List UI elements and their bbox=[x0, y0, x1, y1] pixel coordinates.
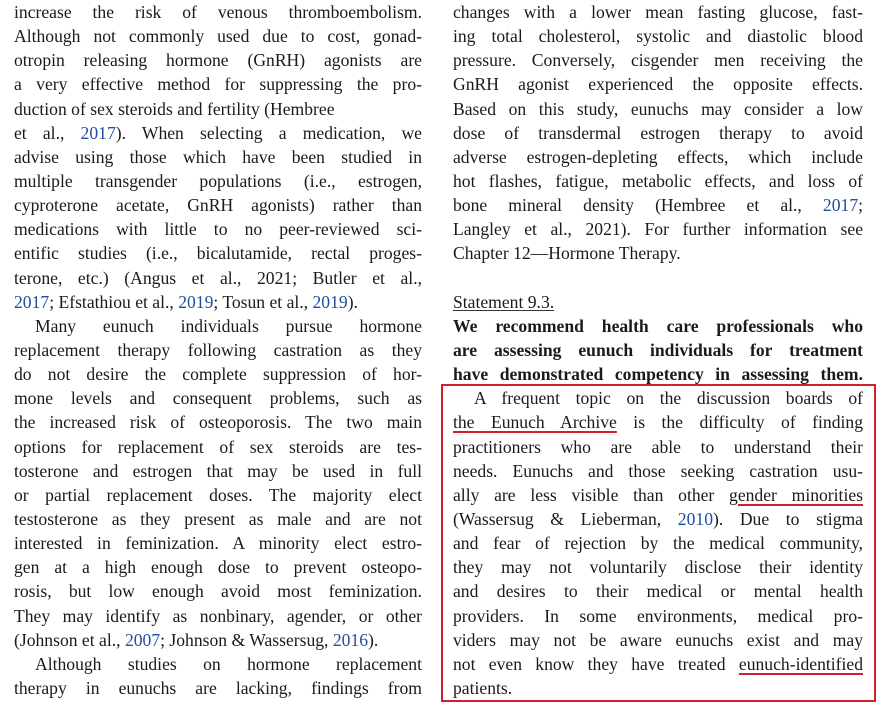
citation-year-link[interactable]: 2017 bbox=[14, 291, 50, 312]
text-fragment: medications with little to no peer-reviewed sci- bbox=[14, 219, 422, 240]
text-line bbox=[14, 555, 422, 579]
text-fragment: cyproterone acetate, GnRH agonists) rather than bbox=[14, 195, 422, 216]
text-line bbox=[14, 386, 422, 410]
text-fragment: they may not voluntarily disclose their identity bbox=[453, 557, 863, 578]
text-fragment: is the difficulty of finding bbox=[616, 412, 863, 433]
text-line bbox=[14, 579, 422, 603]
text-line bbox=[453, 24, 863, 48]
text-line bbox=[453, 72, 863, 96]
text-fragment: practitioners who are able to understand their bbox=[453, 436, 863, 457]
text-fragment: et al., bbox=[14, 122, 81, 143]
text-fragment: providers. In some environments, medical pro- bbox=[453, 605, 863, 626]
text-line bbox=[453, 217, 863, 241]
citation-year-link[interactable]: 2019 bbox=[312, 291, 348, 312]
text-fragment: terone, etc.) (Angus et al., 2021; Butler et al., bbox=[14, 267, 422, 288]
text-fragment: entific studies (i.e., bicalutamide, rectal proges- bbox=[14, 243, 422, 264]
text-line bbox=[453, 121, 863, 145]
text-fragment: ). When selecting a medication, we bbox=[115, 122, 422, 143]
text-fragment: patients. bbox=[453, 677, 513, 698]
citation-year-link[interactable]: 2019 bbox=[178, 291, 214, 312]
red-underlined-phrase: the Eunuch Archive bbox=[453, 412, 617, 433]
text-line bbox=[14, 193, 422, 217]
text-fragment: do not desire the complete suppression of hor- bbox=[14, 364, 422, 385]
text-fragment: advise using those which have been studied in bbox=[14, 146, 422, 167]
text-line bbox=[453, 0, 863, 24]
text-fragment: ; bbox=[858, 195, 863, 216]
text-line bbox=[14, 652, 422, 676]
text-fragment: ; Tosun et al., bbox=[213, 291, 313, 312]
text-fragment: ally are less visible than other bbox=[453, 484, 730, 505]
text-line bbox=[14, 217, 422, 241]
statement-line: have demonstrated competency in assessing them. bbox=[453, 364, 863, 385]
text-fragment: Many eunuch individuals pursue hormone bbox=[35, 315, 422, 336]
text-fragment: interested in feminization. A minority elect estro- bbox=[14, 533, 422, 554]
left-column bbox=[14, 0, 422, 700]
text-fragment: the increased risk of osteoporosis. The two main bbox=[14, 412, 422, 433]
text-line bbox=[14, 24, 422, 48]
right-paragraph-top bbox=[453, 0, 863, 266]
text-fragment: (Johnson et al., bbox=[14, 629, 125, 650]
text-fragment: ). Due to stigma bbox=[712, 508, 863, 529]
text-fragment: Based on this study, eunuchs may consider a low bbox=[453, 98, 863, 119]
text-fragment: mone levels and consequent problems, such as bbox=[14, 388, 422, 409]
text-line bbox=[14, 0, 422, 24]
text-fragment: ; Efstathiou et al., bbox=[49, 291, 179, 312]
red-underlined-phrase: eunuch-identified bbox=[738, 653, 863, 674]
text-line bbox=[14, 362, 422, 386]
text-line bbox=[14, 241, 422, 265]
text-fragment: therapy in eunuchs are lacking, findings from bbox=[14, 677, 422, 698]
text-fragment: ). bbox=[368, 629, 379, 650]
text-fragment: A frequent topic on the discussion boards of bbox=[474, 388, 863, 409]
text-fragment: bone mineral density (Hembree et al., bbox=[453, 195, 823, 216]
text-line bbox=[14, 48, 422, 72]
text-line bbox=[14, 410, 422, 434]
text-fragment: ; Johnson & Wassersug, bbox=[160, 629, 333, 650]
text-line bbox=[14, 531, 422, 555]
text-fragment: and fear of rejection by the medical community, bbox=[453, 533, 863, 554]
text-fragment: (Wassersug & Lieberman, bbox=[453, 508, 678, 529]
text-fragment: tosterone and estrogen that may be used in full bbox=[14, 460, 422, 481]
text-fragment: rosis, but low enough avoid most feminization. bbox=[14, 581, 422, 602]
text-fragment: dose of transdermal estrogen therapy to avoid bbox=[453, 122, 863, 143]
text-fragment: Chapter 12—Hormone Therapy. bbox=[453, 243, 681, 264]
text-fragment: multiple transgender populations (i.e., estrogen, bbox=[14, 170, 422, 191]
red-highlight-box bbox=[441, 384, 876, 702]
text-fragment: gen at a high enough dose to prevent osteopo- bbox=[14, 557, 422, 578]
text-fragment: Although studies on hormone replacement bbox=[35, 653, 422, 674]
text-fragment: adverse estrogen-depleting effects, which include bbox=[453, 146, 863, 167]
text-line bbox=[453, 193, 863, 217]
text-fragment: a very effective method for suppressing the pro- bbox=[14, 74, 422, 95]
text-line bbox=[14, 97, 422, 121]
statement-line: are assessing eunuch individuals for treatment bbox=[453, 339, 863, 360]
text-line bbox=[14, 266, 422, 290]
text-line bbox=[14, 628, 422, 652]
text-fragment: not even know they have treated bbox=[453, 653, 739, 674]
text-fragment: options for replacement of sex steroids are tes- bbox=[14, 436, 422, 457]
text-fragment: GnRH agonist experienced the opposite effects. bbox=[453, 74, 863, 95]
text-fragment: Although not commonly used due to cost, gonad- bbox=[14, 26, 422, 47]
red-underlined-phrase: gender minorities bbox=[729, 484, 863, 505]
text-fragment: ing total cholesterol, systolic and diastolic blood bbox=[453, 26, 863, 47]
text-line bbox=[14, 676, 422, 700]
text-line bbox=[453, 97, 863, 121]
text-fragment: increase the risk of venous thromboembolism. bbox=[14, 2, 422, 22]
text-fragment: testosterone as they present as male and are not bbox=[14, 508, 422, 529]
text-fragment: replacement therapy following castration as they bbox=[14, 339, 422, 360]
statement-text bbox=[453, 314, 863, 386]
text-fragment: pressure. Conversely, cisgender men receiving the bbox=[453, 50, 863, 71]
citation-year-link[interactable]: 2017 bbox=[80, 122, 116, 143]
text-line bbox=[14, 338, 422, 362]
text-line bbox=[14, 72, 422, 96]
text-line bbox=[14, 290, 422, 314]
text-fragment: otropin releasing hormone (GnRH) agonists are bbox=[14, 50, 422, 71]
text-fragment: or partial replacement doses. The majority elect bbox=[14, 484, 422, 505]
text-fragment: needs. Eunuchs and those seeking castration usu- bbox=[453, 460, 863, 481]
text-line bbox=[14, 145, 422, 169]
text-line bbox=[14, 169, 422, 193]
citation-year-link[interactable]: 2017 bbox=[822, 195, 859, 216]
citation-year-link[interactable]: 2010 bbox=[677, 508, 713, 529]
text-line bbox=[14, 604, 422, 628]
text-fragment: ). bbox=[347, 291, 358, 312]
text-line bbox=[453, 145, 863, 169]
text-line bbox=[453, 48, 863, 72]
text-line bbox=[453, 169, 863, 193]
text-line bbox=[14, 483, 422, 507]
text-fragment: hot flashes, fatigue, metabolic effects, and loss of bbox=[453, 170, 863, 191]
text-line bbox=[14, 121, 422, 145]
text-fragment: and desires to their medical or mental health bbox=[453, 581, 863, 602]
statement-heading: Statement 9.3. bbox=[453, 291, 555, 312]
text-line bbox=[14, 459, 422, 483]
citation-year-link[interactable]: 2007 bbox=[124, 629, 161, 650]
text-fragment: Langley et al., 2021). For further information see bbox=[453, 219, 863, 240]
text-line bbox=[14, 507, 422, 531]
text-fragment: viders may not be aware eunuchs exist and may bbox=[453, 629, 863, 650]
text-fragment: changes with a lower mean fasting glucose, fast- bbox=[453, 2, 863, 22]
text-line bbox=[14, 314, 422, 338]
text-line bbox=[453, 241, 863, 265]
statement-line: We recommend health care professionals who bbox=[453, 315, 863, 336]
text-fragment: They may identify as nonbinary, agender, or other bbox=[14, 605, 422, 626]
text-fragment: duction of sex steroids and fertility (Hembree bbox=[14, 98, 335, 119]
text-line bbox=[14, 435, 422, 459]
citation-year-link[interactable]: 2016 bbox=[332, 629, 369, 650]
